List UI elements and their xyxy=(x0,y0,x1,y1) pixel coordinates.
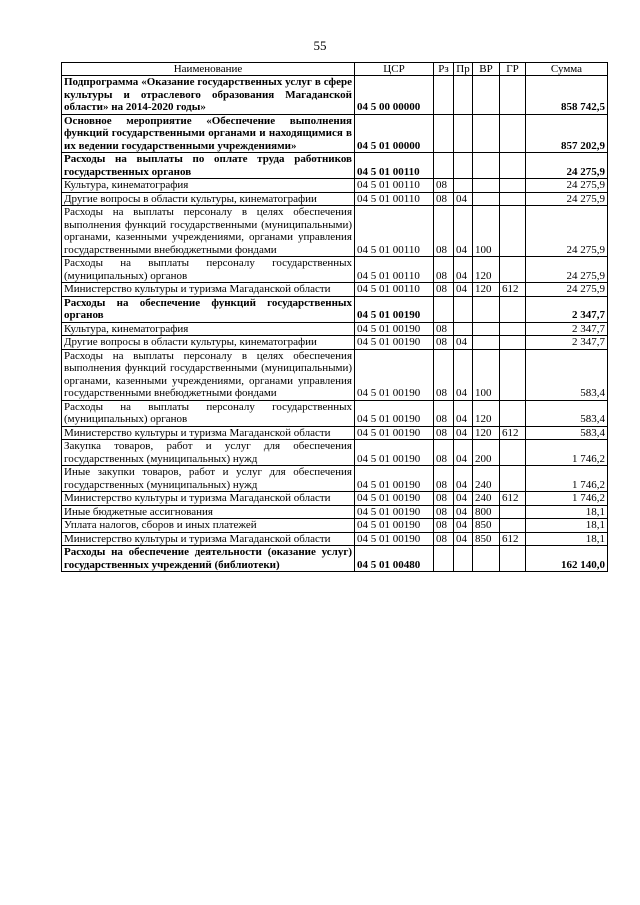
cell-csr: 04 5 01 00190 xyxy=(355,322,434,336)
cell-name: Другие вопросы в области культуры, кинематографии xyxy=(62,192,355,206)
cell-gr xyxy=(500,192,526,206)
cell-rz: 08 xyxy=(434,206,454,257)
cell-sum: 583,4 xyxy=(526,349,608,400)
cell-vr: 120 xyxy=(473,400,500,426)
cell-sum: 24 275,9 xyxy=(526,192,608,206)
cell-name: Министерство культуры и туризма Магаданской области xyxy=(62,426,355,440)
cell-vr: 120 xyxy=(473,257,500,283)
cell-vr: 240 xyxy=(473,466,500,492)
cell-gr xyxy=(500,519,526,533)
table-row xyxy=(62,153,608,179)
cell-rz: 08 xyxy=(434,400,454,426)
table-row xyxy=(62,492,608,506)
cell-vr xyxy=(473,322,500,336)
cell-name: Основное мероприятие «Обеспечение выполнения функций государственными органами и находящимися в их ведении государственными учреждениями» xyxy=(62,114,355,153)
column-header-pr: Пр xyxy=(454,63,473,76)
cell-sum: 1 746,2 xyxy=(526,492,608,506)
column-header-name: Наименование xyxy=(62,63,355,76)
cell-name: Другие вопросы в области культуры, кинематографии xyxy=(62,336,355,350)
cell-pr: 04 xyxy=(454,257,473,283)
cell-gr xyxy=(500,546,526,572)
column-header-csr: ЦСР xyxy=(355,63,434,76)
cell-name: Расходы на выплаты по оплате труда работников государственных органов xyxy=(62,153,355,179)
cell-csr: 04 5 01 00190 xyxy=(355,400,434,426)
cell-gr xyxy=(500,349,526,400)
cell-gr xyxy=(500,440,526,466)
cell-vr xyxy=(473,114,500,153)
cell-vr xyxy=(473,179,500,193)
table-row xyxy=(62,192,608,206)
cell-sum: 857 202,9 xyxy=(526,114,608,153)
cell-gr: 612 xyxy=(500,532,526,546)
cell-rz xyxy=(434,153,454,179)
cell-gr xyxy=(500,505,526,519)
cell-pr xyxy=(454,322,473,336)
cell-sum: 24 275,9 xyxy=(526,283,608,297)
cell-sum: 24 275,9 xyxy=(526,179,608,193)
table-row xyxy=(62,440,608,466)
cell-gr xyxy=(500,400,526,426)
cell-csr: 04 5 01 00480 xyxy=(355,546,434,572)
cell-vr xyxy=(473,192,500,206)
cell-vr: 850 xyxy=(473,532,500,546)
cell-sum: 24 275,9 xyxy=(526,206,608,257)
cell-pr xyxy=(454,114,473,153)
cell-gr xyxy=(500,257,526,283)
budget-table xyxy=(61,62,608,572)
cell-sum: 18,1 xyxy=(526,532,608,546)
column-header-sum: Сумма xyxy=(526,63,608,76)
cell-name: Подпрограмма «Оказание государственных услуг в сфере культуры и отраслевого образования Магаданской области» на 2014-2020 годы» xyxy=(62,76,355,115)
cell-gr: 612 xyxy=(500,426,526,440)
cell-vr xyxy=(473,296,500,322)
cell-csr: 04 5 01 00110 xyxy=(355,206,434,257)
cell-rz: 08 xyxy=(434,519,454,533)
cell-rz xyxy=(434,296,454,322)
cell-gr xyxy=(500,206,526,257)
cell-csr: 04 5 01 00190 xyxy=(355,505,434,519)
cell-csr: 04 5 01 00110 xyxy=(355,257,434,283)
cell-rz: 08 xyxy=(434,283,454,297)
table-row xyxy=(62,179,608,193)
cell-rz: 08 xyxy=(434,336,454,350)
table-row xyxy=(62,532,608,546)
cell-rz: 08 xyxy=(434,179,454,193)
cell-csr: 04 5 01 00110 xyxy=(355,153,434,179)
cell-pr xyxy=(454,296,473,322)
cell-rz: 08 xyxy=(434,257,454,283)
cell-sum: 583,4 xyxy=(526,400,608,426)
cell-sum: 2 347,7 xyxy=(526,296,608,322)
cell-name: Расходы на выплаты персоналу государственных (муниципальных) органов xyxy=(62,257,355,283)
cell-pr xyxy=(454,76,473,115)
cell-rz xyxy=(434,114,454,153)
cell-vr: 240 xyxy=(473,492,500,506)
cell-vr xyxy=(473,76,500,115)
cell-gr xyxy=(500,76,526,115)
cell-pr: 04 xyxy=(454,283,473,297)
cell-pr: 04 xyxy=(454,492,473,506)
cell-rz xyxy=(434,546,454,572)
cell-rz: 08 xyxy=(434,440,454,466)
table-row xyxy=(62,546,608,572)
table-row xyxy=(62,426,608,440)
cell-csr: 04 5 01 00000 xyxy=(355,114,434,153)
cell-rz: 08 xyxy=(434,492,454,506)
cell-csr: 04 5 01 00190 xyxy=(355,532,434,546)
cell-name: Закупка товаров, работ и услуг для обеспечения государственных (муниципальных) нужд xyxy=(62,440,355,466)
cell-sum: 18,1 xyxy=(526,505,608,519)
cell-gr: 612 xyxy=(500,492,526,506)
cell-sum: 1 746,2 xyxy=(526,440,608,466)
cell-sum: 24 275,9 xyxy=(526,257,608,283)
cell-sum: 1 746,2 xyxy=(526,466,608,492)
cell-vr xyxy=(473,336,500,350)
cell-pr xyxy=(454,153,473,179)
table-row xyxy=(62,400,608,426)
cell-pr: 04 xyxy=(454,466,473,492)
table-row xyxy=(62,114,608,153)
cell-sum: 162 140,0 xyxy=(526,546,608,572)
cell-pr: 04 xyxy=(454,440,473,466)
table-row xyxy=(62,349,608,400)
table-row xyxy=(62,322,608,336)
table-row xyxy=(62,257,608,283)
cell-csr: 04 5 01 00190 xyxy=(355,336,434,350)
cell-rz: 08 xyxy=(434,322,454,336)
cell-vr: 120 xyxy=(473,283,500,297)
cell-pr: 04 xyxy=(454,519,473,533)
cell-name: Расходы на обеспечение деятельности (оказание услуг) государственных учреждений (библиотеки) xyxy=(62,546,355,572)
cell-sum: 24 275,9 xyxy=(526,153,608,179)
cell-pr: 04 xyxy=(454,400,473,426)
cell-pr: 04 xyxy=(454,426,473,440)
cell-gr xyxy=(500,296,526,322)
cell-rz: 08 xyxy=(434,505,454,519)
cell-name: Министерство культуры и туризма Магаданской области xyxy=(62,532,355,546)
cell-name: Иные закупки товаров, работ и услуг для обеспечения государственных (муниципальных) нужд xyxy=(62,466,355,492)
cell-sum: 18,1 xyxy=(526,519,608,533)
cell-pr: 04 xyxy=(454,349,473,400)
cell-csr: 04 5 01 00110 xyxy=(355,192,434,206)
cell-name: Расходы на обеспечение функций государственных органов xyxy=(62,296,355,322)
cell-gr xyxy=(500,336,526,350)
cell-vr: 850 xyxy=(473,519,500,533)
cell-rz xyxy=(434,76,454,115)
table-row xyxy=(62,206,608,257)
column-header-gr: ГР xyxy=(500,63,526,76)
cell-sum: 2 347,7 xyxy=(526,336,608,350)
cell-vr: 200 xyxy=(473,440,500,466)
cell-rz: 08 xyxy=(434,426,454,440)
cell-pr xyxy=(454,179,473,193)
cell-csr: 04 5 01 00190 xyxy=(355,426,434,440)
cell-name: Министерство культуры и туризма Магаданской области xyxy=(62,283,355,297)
cell-csr: 04 5 01 00190 xyxy=(355,349,434,400)
cell-vr xyxy=(473,153,500,179)
table-row xyxy=(62,505,608,519)
cell-vr xyxy=(473,546,500,572)
cell-gr xyxy=(500,466,526,492)
cell-pr: 04 xyxy=(454,192,473,206)
cell-pr xyxy=(454,546,473,572)
table-row xyxy=(62,76,608,115)
cell-csr: 04 5 01 00190 xyxy=(355,492,434,506)
cell-name: Культура, кинематография xyxy=(62,322,355,336)
column-header-rz: Рз xyxy=(434,63,454,76)
cell-csr: 04 5 01 00190 xyxy=(355,519,434,533)
cell-pr: 04 xyxy=(454,532,473,546)
cell-gr xyxy=(500,114,526,153)
cell-sum: 2 347,7 xyxy=(526,322,608,336)
cell-pr: 04 xyxy=(454,336,473,350)
cell-name: Культура, кинематография xyxy=(62,179,355,193)
cell-csr: 04 5 01 00190 xyxy=(355,440,434,466)
cell-pr: 04 xyxy=(454,505,473,519)
table-header-row xyxy=(62,63,608,76)
cell-name: Расходы на выплаты персоналу государственных (муниципальных) органов xyxy=(62,400,355,426)
cell-rz: 08 xyxy=(434,349,454,400)
cell-rz: 08 xyxy=(434,532,454,546)
table-row xyxy=(62,336,608,350)
cell-gr xyxy=(500,322,526,336)
cell-name: Иные бюджетные ассигнования xyxy=(62,505,355,519)
cell-name: Расходы на выплаты персоналу в целях обеспечения выполнения функций государственными (муниципальными) органами, казенными учреждениями, органами управления государственными внебюджетными фондами xyxy=(62,349,355,400)
cell-rz: 08 xyxy=(434,466,454,492)
cell-gr xyxy=(500,179,526,193)
cell-vr: 100 xyxy=(473,206,500,257)
cell-vr: 100 xyxy=(473,349,500,400)
cell-csr: 04 5 00 00000 xyxy=(355,76,434,115)
cell-name: Расходы на выплаты персоналу в целях обеспечения выполнения функций государственными (муниципальными) органами, казенными учреждениями, органами управления государственными внебюджетными фондами xyxy=(62,206,355,257)
cell-sum: 583,4 xyxy=(526,426,608,440)
cell-vr: 120 xyxy=(473,426,500,440)
table-row xyxy=(62,519,608,533)
cell-rz: 08 xyxy=(434,192,454,206)
table-row xyxy=(62,296,608,322)
table-body xyxy=(62,76,608,572)
cell-name: Уплата налогов, сборов и иных платежей xyxy=(62,519,355,533)
cell-name: Министерство культуры и туризма Магаданской области xyxy=(62,492,355,506)
column-header-vr: ВР xyxy=(473,63,500,76)
cell-csr: 04 5 01 00190 xyxy=(355,466,434,492)
cell-sum: 858 742,5 xyxy=(526,76,608,115)
cell-pr: 04 xyxy=(454,206,473,257)
cell-csr: 04 5 01 00110 xyxy=(355,283,434,297)
cell-csr: 04 5 01 00110 xyxy=(355,179,434,193)
cell-gr xyxy=(500,153,526,179)
cell-gr: 612 xyxy=(500,283,526,297)
cell-csr: 04 5 01 00190 xyxy=(355,296,434,322)
cell-vr: 800 xyxy=(473,505,500,519)
table-row xyxy=(62,283,608,297)
page-number: 55 xyxy=(313,38,327,53)
table-row xyxy=(62,466,608,492)
